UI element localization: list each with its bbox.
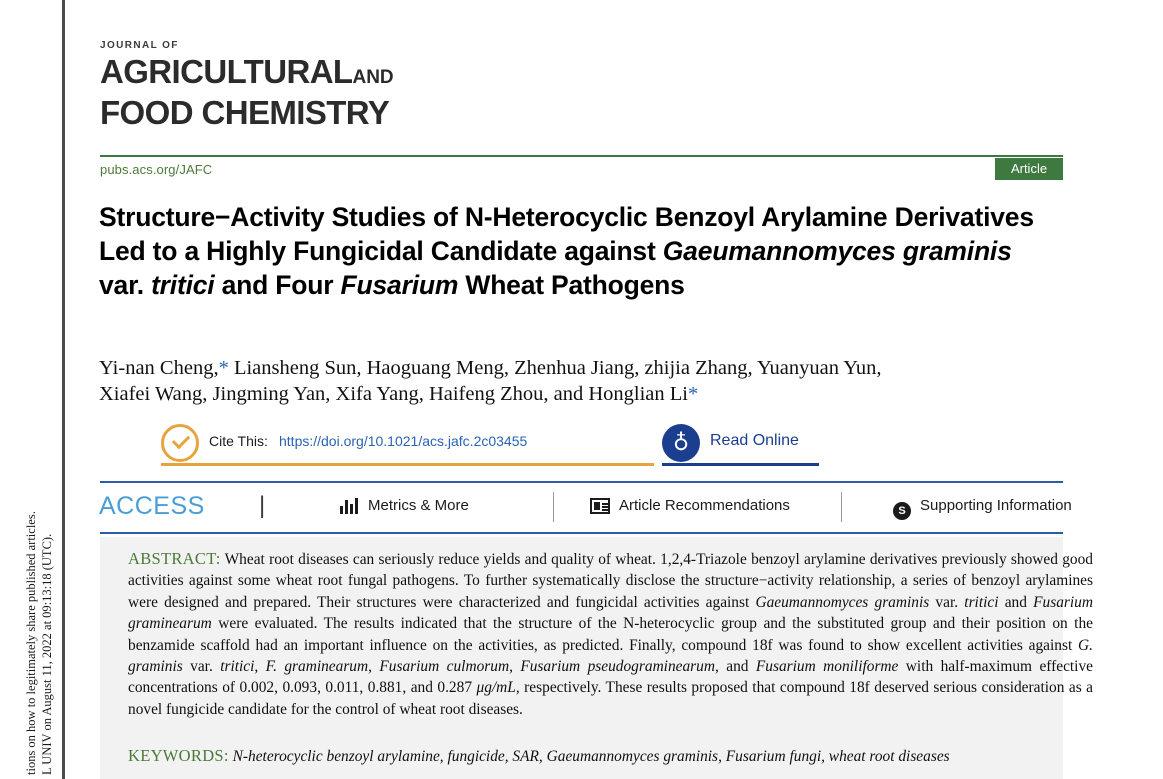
abstract-italic-3: Fusarium graminearum (128, 593, 1093, 633)
cite-this-label: Cite This: (209, 433, 268, 449)
keywords-italic-1: Gaeumannomyces graminis (546, 748, 719, 765)
access-button[interactable]: ACCESS (99, 492, 205, 520)
abstract-label: ABSTRACT: (128, 549, 221, 568)
abstract-text (128, 548, 1093, 720)
tool-separator-2 (841, 492, 842, 522)
abstract-p1: Wheat root diseases can seriously reduce yields and quality of wheat. 1,2,4-Triazole benzoyl arylamine derivatives previously showed good activities against some wheat root fungal pathogens. To further systematically disclose the structure−activity relationship, a series of benzoyl arylamines were designed and prepared. Their structures were characterized and fungicidal activities against (128, 551, 1093, 611)
document-icon (590, 498, 610, 514)
abstract-italic-1: Gaeumannomyces graminis (755, 593, 930, 611)
abstract-p3: and (998, 593, 1034, 611)
author-first: Yi-nan Cheng, (99, 357, 219, 379)
article-body (65, 0, 1163, 779)
author-list (99, 355, 1049, 407)
title-italic-genus: Gaeumannomyces graminis (662, 236, 1012, 266)
author-line-2: Xiafei Wang, Jingming Yan, Xifa Yang, Haifeng Zhou, and Honglian Li (99, 383, 688, 405)
abstract-units: μg/mL (476, 679, 516, 697)
check-circle-icon (161, 424, 199, 462)
abstract-italic-7: Fusarium moniliforme (755, 658, 899, 676)
download-stamp-strip (0, 0, 62, 779)
abstract-italic-5: tritici, F. graminearum, (220, 658, 372, 676)
title-part-4: Wheat Pathogens (458, 270, 685, 300)
journal-masthead (100, 40, 620, 131)
title-part-2: var. (99, 270, 152, 300)
abstract-p8: with half-maximum effective concentrations of 0.002, 0.093, 0.011, 0.881, and 0.287 (128, 658, 1093, 697)
abstract-p9: , respectively. These results proposed that compound 18f deserved serious consideration as a novel fungicide candidate for the control of wheat root diseases. (128, 679, 1093, 718)
title-italic-variety: tritici (151, 270, 215, 300)
supporting-label: Supporting Information (920, 497, 1072, 514)
metrics-and-more-button[interactable] (340, 497, 469, 514)
download-stamp-line-2: tions on how to legitimately share published articles. (24, 511, 38, 775)
title-part-3: and Four (214, 270, 341, 300)
cite-this-bar[interactable] (161, 424, 654, 466)
keywords-plain-3: fungi, wheat root diseases (785, 748, 950, 765)
recommendations-label: Article Recommendations (619, 497, 790, 514)
abstract-p7: and (718, 658, 756, 676)
keywords-plain-1: N-heterocyclic benzoyl arylamine, fungicide, SAR, (228, 748, 547, 765)
abstract-p2: var. (929, 593, 965, 611)
masthead-word-and: AND (352, 67, 394, 88)
masthead-line-1 (100, 55, 620, 95)
keywords-plain-2: , (718, 748, 726, 765)
tool-separator-1 (553, 492, 554, 522)
access-divider-pipe: | (259, 492, 266, 519)
title-italic-fusarium: Fusarium (340, 270, 459, 300)
keywords-italic-2: Fusarium (725, 748, 786, 765)
masthead-kicker: JOURNAL OF (100, 40, 179, 51)
keywords-label: KEYWORDS: (128, 746, 229, 765)
article-recommendations-button[interactable] (590, 497, 790, 514)
author-corresponding-marker-1[interactable]: * (218, 357, 229, 379)
globe-icon: ♁ (662, 424, 700, 462)
author-line-1-rest: Liansheng Sun, Haoguang Meng, Zhenhua Jiang, zhijia Zhang, Yuanyuan Yun, (228, 357, 882, 379)
bar-chart-icon (340, 497, 359, 514)
access-row-top-rule (100, 481, 1063, 483)
masthead-divider (100, 155, 1063, 157)
supporting-info-icon: S (893, 502, 911, 520)
title-part-1: Structure−Activity Studies of N-Heterocyclic Benzoyl Arylamine Derivatives Led to a Highly Fungicidal Candidate against (99, 202, 1034, 266)
masthead-word-agricultural: AGRICULTURAL (100, 53, 353, 90)
abstract-italic-4: G. graminis (128, 636, 1093, 676)
abstract-p4: were evaluated. The results indicated that the structure of the N-heterocyclic group and the substituted group and their position on the benzamide scaffold had an important influence on the activities, as predicted. Finally, compound 18f was found to show excellent activities against (128, 615, 1093, 654)
download-stamp-line-1: L UNIV on August 11, 2022 at 09:13:18 (UTC). (40, 533, 54, 775)
access-row-bottom-rule (100, 532, 1063, 534)
abstract-italic-6: Fusarium culmorum, Fusarium pseudograminearum, (379, 658, 719, 676)
masthead-line-2: FOOD CHEMISTRY (100, 94, 390, 131)
keywords-line (128, 745, 1093, 767)
metrics-label: Metrics & More (368, 497, 469, 514)
article-type-badge: Article (995, 158, 1063, 180)
page-title (99, 200, 1054, 302)
author-corresponding-marker-2[interactable]: * (688, 383, 699, 405)
read-online-bar[interactable] (662, 424, 819, 466)
doi-link[interactable]: https://doi.org/10.1021/acs.jafc.2c03455 (279, 433, 528, 449)
abstract-italic-2: tritici (964, 593, 999, 611)
read-online-label[interactable]: Read Online (710, 432, 799, 449)
supporting-information-button[interactable] (893, 497, 1072, 520)
publisher-url[interactable]: pubs.acs.org/JAFC (100, 162, 213, 177)
abstract-p5: var. (182, 658, 221, 676)
